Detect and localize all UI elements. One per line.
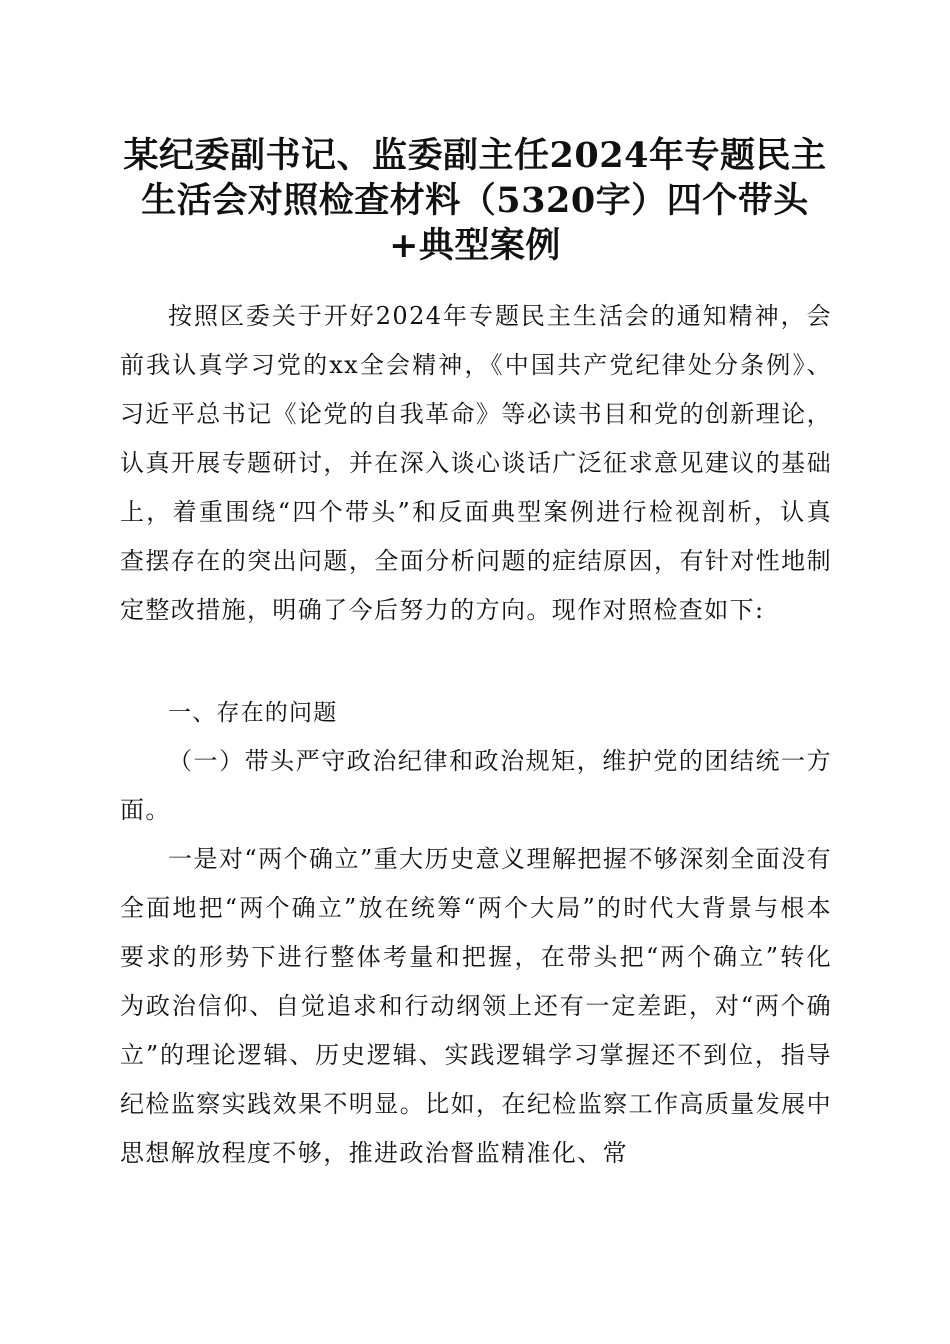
subsection-heading: （一）带头严守政治纪律和政治规矩，维护党的团结统一方面。: [120, 747, 832, 824]
point-one-paragraph: 一是对“两个确立”重大历史意义理解把握不够深刻全面没有全面地把“两个确立”放在统筹“两个大局”的时代大背景与根本要求的形势下进行整体考量和把握，在带头把“两个确立”转化为政治信仰、自觉追求和行动纲领上还有一定差距，对“两个确立”的理论逻辑、历史逻辑、实践逻辑学习掌握还不到位，指导纪检监察实践效果不明显。比如，在纪检监察工作高质量发展中思想解放程度不够，推进政治督监精准化、常: [120, 845, 832, 1167]
section-heading: 一、存在的问题: [168, 700, 338, 726]
intro-paragraph: 按照区委关于开好2024年专题民主生活会的通知精神，会前我认真学习党的xx全会精神，《中国共产党纪律处分条例》、习近平总书记《论党的自我革命》等必读书目和党的创新理论，认真开展专题研讨，并在深入谈心谈话广泛征求意见建议的基础上，着重围绕“四个带头”和反面典型案例进行检视剖析，认真查摆存在的突出问题，全面分析问题的症结原因，有针对性地制定整改措施，明确了今后努力的方向。现作对照检查如下:: [120, 302, 832, 624]
document-title: 某纪委副书记、监委副主任2024年专题民主生活会对照检查材料（5320字）四个带头+典型案例: [123, 135, 827, 266]
